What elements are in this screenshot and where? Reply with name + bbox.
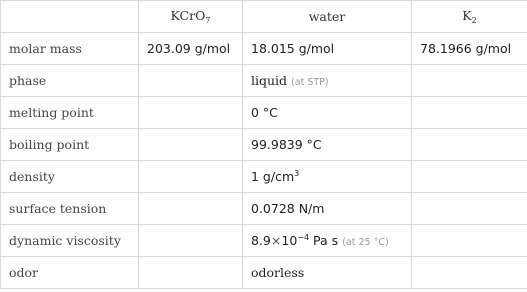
column-header-water: water <box>243 1 412 33</box>
row-label: melting point <box>1 97 139 129</box>
cell-value: 0 °C <box>243 97 412 129</box>
cell-value <box>412 257 527 289</box>
row-label: phase <box>1 65 139 97</box>
table-row <box>1 225 527 257</box>
cell-value <box>139 257 243 289</box>
cell-value: 1 $g/cm^3$ <box>243 161 412 193</box>
cell-value: 78.1966 g/mol <box>412 33 527 65</box>
cell-value <box>412 97 527 129</box>
cell-value: 18.015 g/mol <box>243 33 412 65</box>
row-label: dynamic viscosity <box>1 225 139 257</box>
row-label: odor <box>1 257 139 289</box>
cell-value <box>412 225 527 257</box>
cell-value <box>139 193 243 225</box>
cell-value: odorless <box>243 257 412 289</box>
cell-value: 203.09 g/mol <box>139 33 243 65</box>
column-header-k2: $K_2$ <box>412 1 527 33</box>
cell-value: 0.0728 N/m <box>243 193 412 225</box>
header-empty-cell <box>1 1 139 33</box>
table-row <box>1 129 527 161</box>
cell-value: 99.9839 °C <box>243 129 412 161</box>
table-row <box>1 161 527 193</box>
table-row <box>1 33 527 65</box>
condition-note: (at 25 °C) <box>342 237 389 248</box>
table-row <box>1 97 527 129</box>
cell-value <box>139 225 243 257</box>
condition-note: (at STP) <box>291 77 329 88</box>
cell-value <box>412 129 527 161</box>
row-label: density <box>1 161 139 193</box>
header-row <box>1 1 527 33</box>
cell-value <box>412 161 527 193</box>
cell-value <box>139 161 243 193</box>
table-row <box>1 65 527 97</box>
row-label: boiling point <box>1 129 139 161</box>
table-row <box>1 193 527 225</box>
cell-value <box>412 193 527 225</box>
cell-value <box>139 129 243 161</box>
cell-value: $8.9\times 10^{-4}$ Pa s (at 25 °C) <box>243 225 412 257</box>
cell-value <box>139 65 243 97</box>
cell-value <box>412 65 527 97</box>
table-row <box>1 257 527 289</box>
cell-value <box>139 97 243 129</box>
row-label: surface tension <box>1 193 139 225</box>
row-label: molar mass <box>1 33 139 65</box>
cell-value: liquid (at STP) <box>243 65 412 97</box>
column-header-kcro7: KCrO$_7$ <box>139 1 243 33</box>
